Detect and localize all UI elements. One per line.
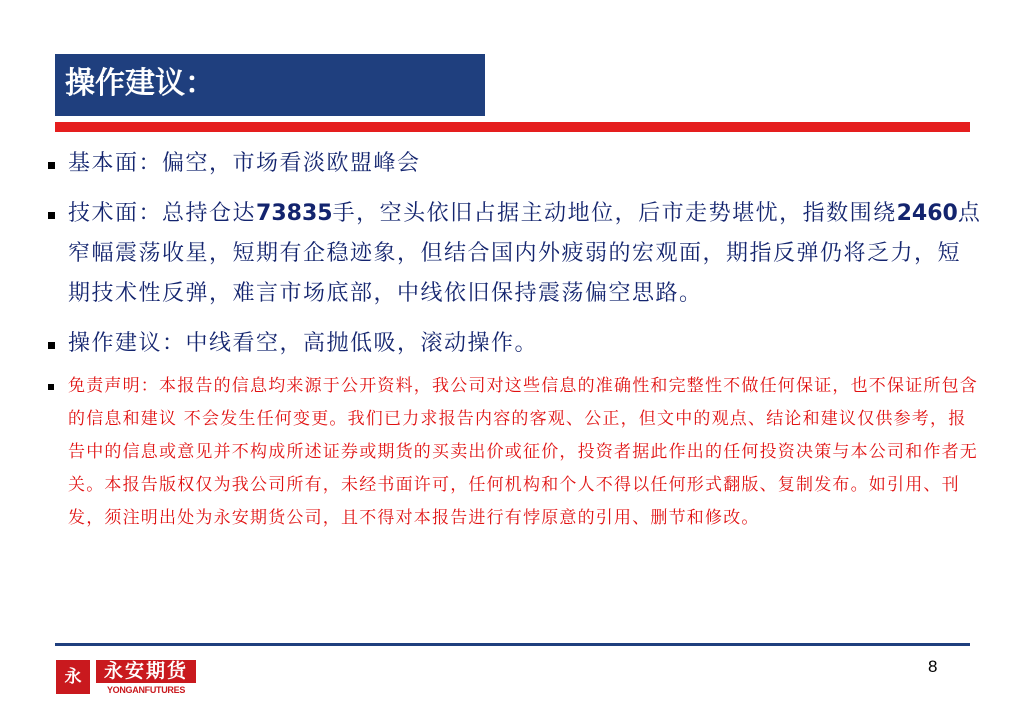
bullet-list	[44, 144, 984, 535]
bullet-text: 基本面：偏空，市场看淡欧盟峰会	[68, 151, 421, 176]
company-logo	[56, 660, 196, 696]
logo-mark-icon: 永	[56, 660, 90, 694]
bullet-operation-advice	[44, 324, 984, 364]
bullet-technicals	[44, 194, 984, 314]
footer-divider	[55, 643, 970, 646]
bullet-marker	[48, 212, 55, 219]
bullet-marker	[48, 342, 55, 349]
bullet-marker	[48, 162, 55, 169]
bullet-disclaimer	[44, 370, 984, 535]
disclaimer-text: 免责声明：本报告的信息均来源于公开资料，我公司对这些信息的准确性和完整性不做任何保证，也不保证所包含的信息和建议 不会发生任何变更。我们已力求报告内容的客观、公正，但文中的观点、结论和建议仅供参考，报告中的信息或意见并不构成所述证券或期货的买卖出价或征价，投资者据此作出的任何投资决策与本公司和作者无关。本报告版权仅为我公司所有，未经书面许可，任何机构和个人不得以任何形式翻版、复制发布。如引用、刊发，须注明出处为永安期货公司，且不得对本报告进行有悖原意的引用、删节和修改。	[68, 376, 978, 528]
index-level-number: 2460	[896, 201, 958, 226]
logo-english-name: YONGANFUTURES	[106, 685, 186, 695]
open-interest-number: 73835	[256, 201, 333, 226]
title-banner	[55, 54, 485, 116]
slide-title: 操作建议：	[65, 66, 215, 101]
bullet-fundamentals	[44, 144, 984, 184]
bullet-marker	[48, 384, 54, 390]
logo-chinese-name: 永安期货	[96, 660, 196, 683]
bullet-text: 操作建议：中线看空，高抛低吸，滚动操作。	[68, 331, 539, 356]
bullet-text-part1: 技术面：总持仓达	[68, 201, 257, 226]
bullet-text-part2: 手，空头依旧占据主动地位，后市走势堪忧，指数围绕	[332, 201, 897, 226]
red-divider	[55, 122, 970, 132]
page-number: 8	[928, 657, 938, 676]
bullet-text-part3: 点窄幅震荡收星，短期有企稳迹象，但结合国内外疲弱的宏观面，期指反弹仍将乏力，短期技术性反弹，难言市场底部，中线依旧保持震荡偏空思路。	[68, 201, 982, 306]
